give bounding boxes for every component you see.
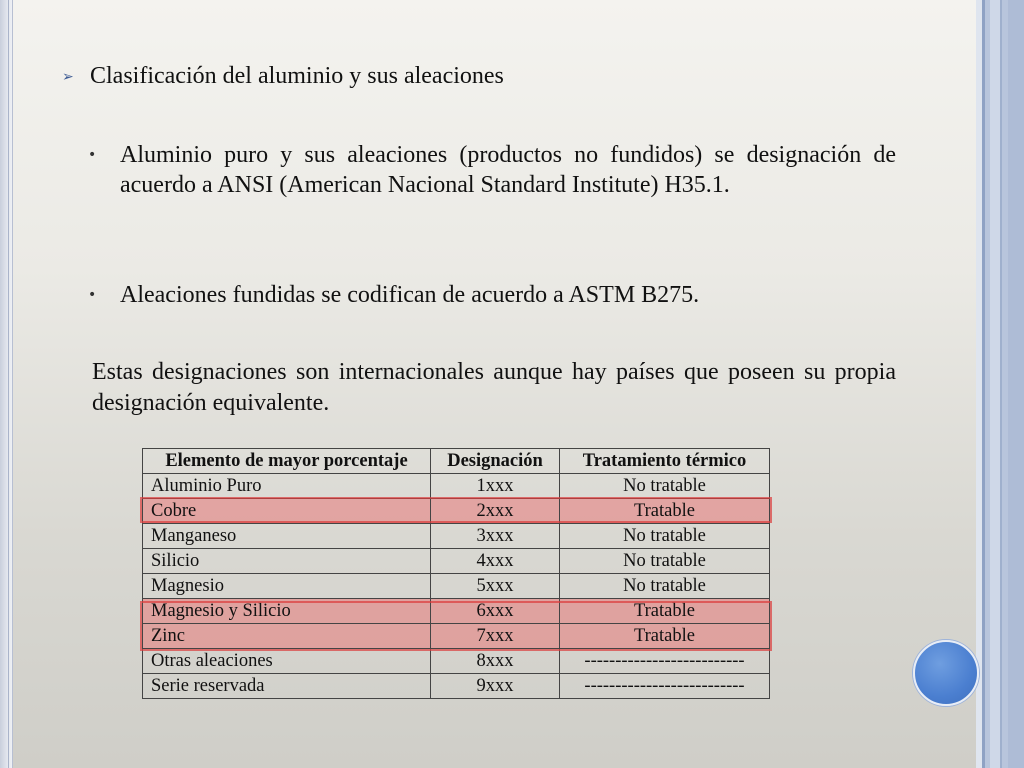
cell-treatment: Tratable: [560, 499, 770, 524]
left-frame-decoration: [0, 0, 13, 768]
table-row: [143, 474, 770, 499]
table-header-row: [143, 449, 770, 474]
header-element: Elemento de mayor porcentaje: [143, 449, 431, 474]
cell-designation: 9xxx: [431, 674, 560, 699]
cell-designation: 3xxx: [431, 524, 560, 549]
cell-element: Cobre: [143, 499, 431, 524]
arrow-bullet-icon: ➢: [62, 69, 74, 86]
bullet-text: Aleaciones fundidas se codifican de acuerdo a ASTM B275.: [120, 282, 700, 308]
table-row-highlighted: [143, 499, 770, 524]
bullet-text: Aluminio puro y sus aleaciones (productos no fundidos) se designación de acuerdo a ANSI (American Nacional Standard Institute) H35.1.: [120, 142, 896, 198]
table-row: [143, 524, 770, 549]
cell-element: Serie reservada: [143, 674, 431, 699]
cell-designation: 6xxx: [431, 599, 560, 624]
table-row: [143, 574, 770, 599]
table-row: [143, 649, 770, 674]
cell-element: Otras aleaciones: [143, 649, 431, 674]
slide-heading: [62, 58, 504, 95]
cell-treatment: No tratable: [560, 549, 770, 574]
cell-treatment: Tratable: [560, 624, 770, 649]
cell-treatment: --------------------------: [560, 674, 770, 699]
table-row-highlighted: [143, 599, 770, 624]
bullet-dot-icon: •: [88, 147, 97, 163]
bullet-item-ansi: [88, 140, 896, 200]
cell-element: Magnesio: [143, 574, 431, 599]
cell-treatment: --------------------------: [560, 649, 770, 674]
cell-designation: 4xxx: [431, 549, 560, 574]
table-row-highlighted: [143, 624, 770, 649]
cell-treatment: No tratable: [560, 474, 770, 499]
header-designation: Designación: [431, 449, 560, 474]
cell-designation: 1xxx: [431, 474, 560, 499]
cell-designation: 5xxx: [431, 574, 560, 599]
decorative-circle: [913, 640, 979, 706]
cell-designation: 2xxx: [431, 499, 560, 524]
header-treatment: Tratamiento térmico: [560, 449, 770, 474]
cell-treatment: No tratable: [560, 524, 770, 549]
cell-element: Zinc: [143, 624, 431, 649]
bullet-dot-icon: •: [88, 287, 97, 303]
table-row: [143, 549, 770, 574]
bullet-item-astm: [88, 280, 896, 310]
right-frame-decoration: [976, 0, 1024, 768]
heading-text: Clasificación del aluminio y sus aleaciones: [90, 63, 504, 89]
cell-designation: 7xxx: [431, 624, 560, 649]
designation-table: [142, 448, 770, 699]
cell-element: Silicio: [143, 549, 431, 574]
cell-element: Aluminio Puro: [143, 474, 431, 499]
cell-treatment: No tratable: [560, 574, 770, 599]
cell-element: Manganeso: [143, 524, 431, 549]
cell-element: Magnesio y Silicio: [143, 599, 431, 624]
body-paragraph: Estas designaciones son internacionales aunque hay países que poseen su propia designación equivalente.: [92, 359, 896, 416]
cell-designation: 8xxx: [431, 649, 560, 674]
table-row: [143, 674, 770, 699]
cell-treatment: Tratable: [560, 599, 770, 624]
